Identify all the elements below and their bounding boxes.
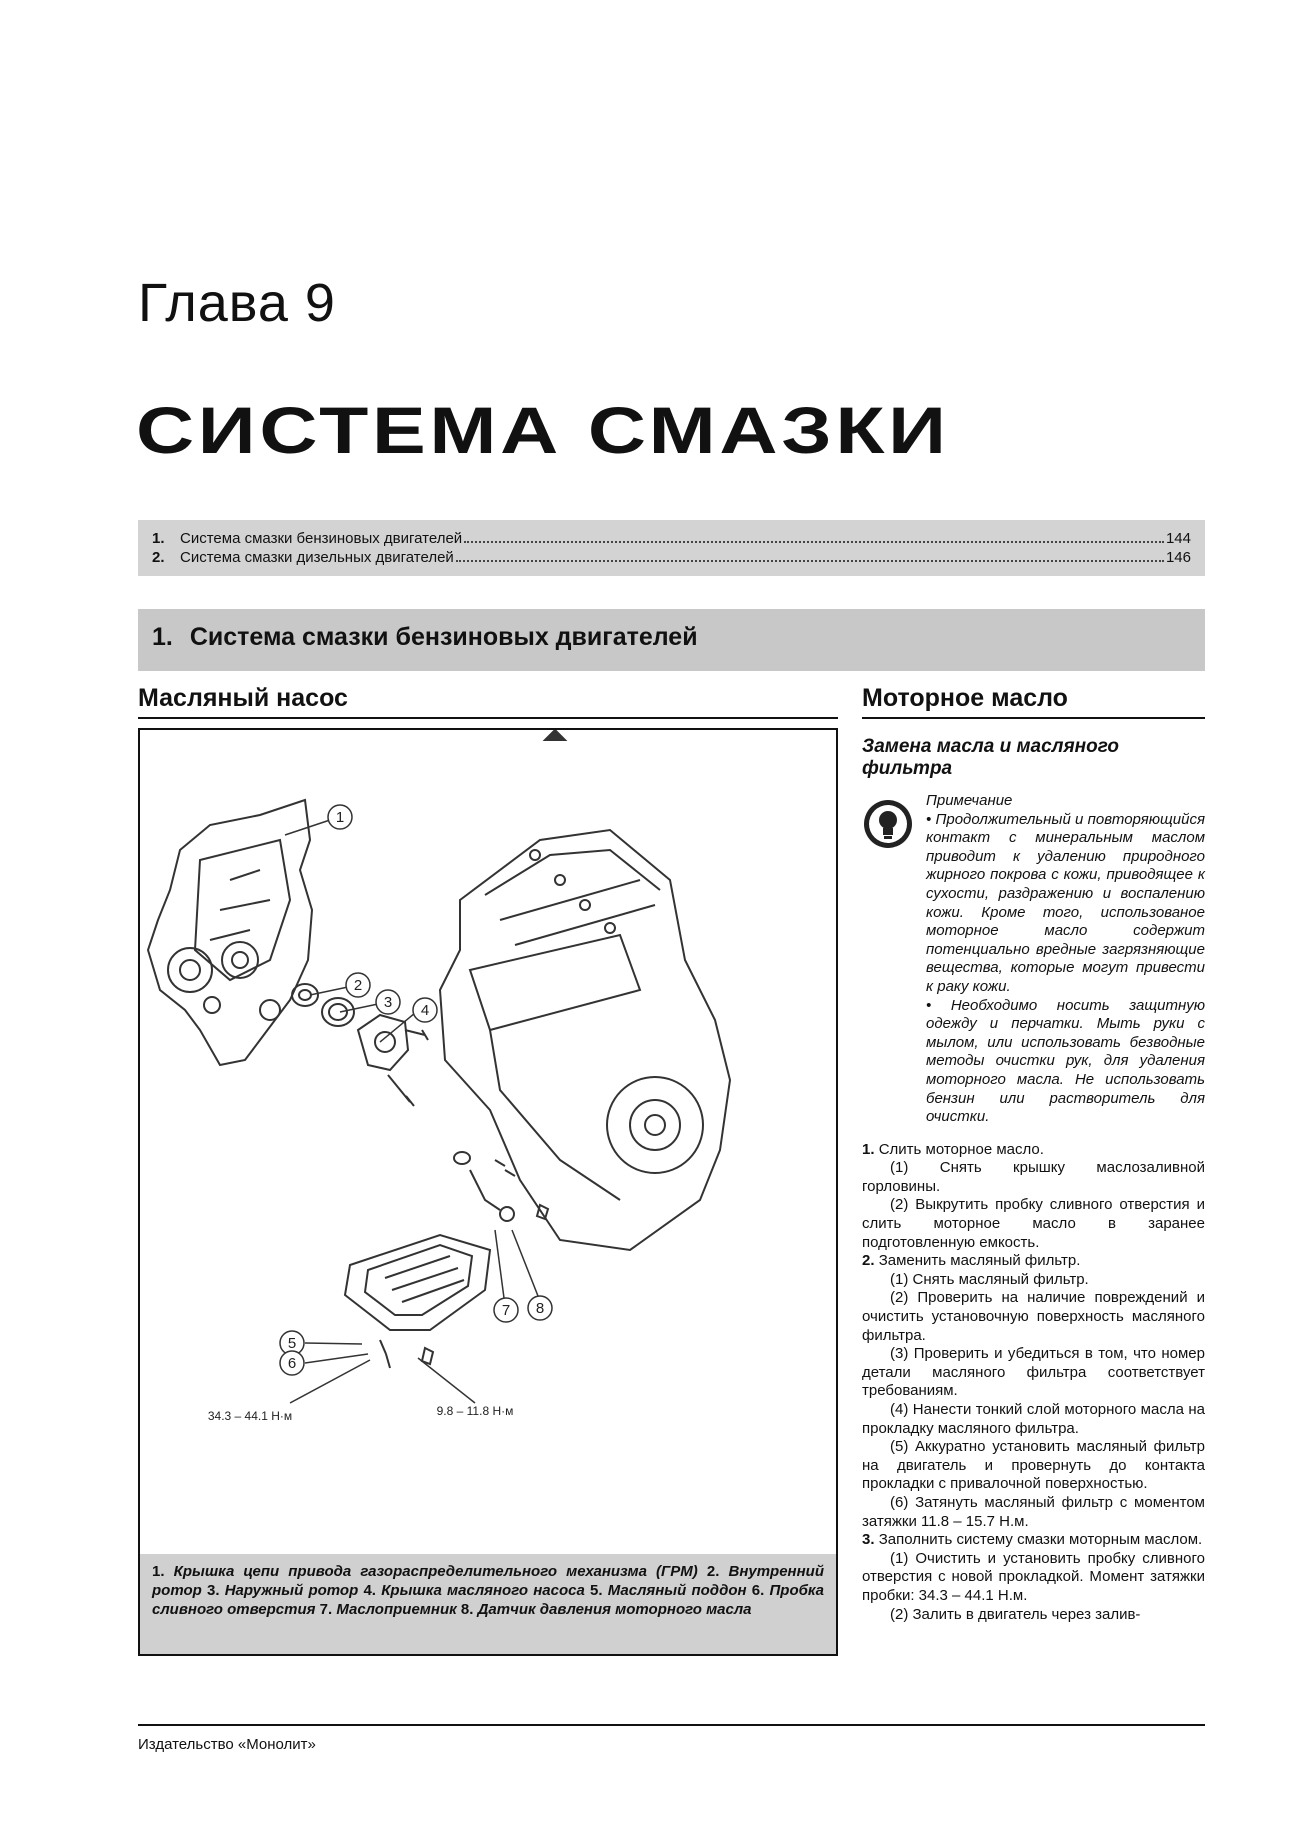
toc-num: 1. — [152, 530, 165, 547]
footer-divider — [138, 1724, 1205, 1726]
engine-oil-heading: Моторное масло — [862, 684, 1205, 719]
chapter-label: Глава 9 — [138, 273, 336, 333]
note-label: Примечание — [926, 792, 1013, 809]
step-3 — [862, 1531, 1205, 1550]
note-paragraph: • Продолжительный и повторяющийся контакт с минеральным маслом приводит к удалению природного жирного покрова с кожи, приводящее к сухости, раздражению и воспалению кожи. Кроме того, использованое моторное масло содержит потенциально вредные загрязняющие вещества, которые могут привести к раку кожи. — [926, 810, 1205, 995]
caption-item: Пробка сливного отверстия — [152, 1582, 825, 1618]
section-title: Система смазки бензиновых двигателей — [189, 623, 698, 651]
substep: (1) Снять крышку маслозаливной горловины. — [862, 1159, 1205, 1195]
step-text: Заполнить систему смазки моторным маслом. — [878, 1531, 1203, 1549]
section-heading — [138, 609, 1205, 671]
toc-leader — [456, 560, 1164, 562]
step-2 — [862, 1252, 1205, 1271]
substep: (2) Выкрутить пробку сливного отверстия и слить моторное масло в заранее подготовленную емкость. — [862, 1196, 1205, 1251]
figure-caption — [140, 1554, 836, 1654]
caption-num: 3. — [207, 1582, 220, 1599]
caption-num: 6. — [751, 1582, 765, 1599]
engine-block-drawing — [440, 730, 730, 1250]
torque-oil-pan: 9.8 – 11.8 Н·м — [436, 1404, 514, 1418]
callout-5: 5 — [287, 1335, 297, 1352]
substep: (5) Аккуратно установить масляный фильтр на двигатель и провернуть до контакта прокладки с привалочной поверхностью. — [862, 1438, 1205, 1493]
caption-item: Наружный ротор — [224, 1582, 359, 1599]
oil-pan-drawing — [345, 1152, 548, 1368]
toc-num: 2. — [152, 549, 165, 566]
substep: (1) Снять масляный фильтр. — [890, 1270, 1089, 1288]
toc-text: Система смазки бензиновых двигателей — [180, 530, 463, 547]
substep: (4) Нанести тонкий слой моторного масла на прокладку масляного фильтра. — [862, 1401, 1205, 1437]
caption-num: 8. — [460, 1601, 474, 1618]
step-number: 3. — [862, 1531, 875, 1549]
oil-pump-heading: Масляный насос — [138, 684, 838, 719]
toc-leader — [464, 541, 1164, 543]
caption-item: Крышка масляного насоса — [381, 1582, 585, 1599]
callout-circles — [280, 805, 552, 1375]
toc-entry-1[interactable] — [152, 530, 1191, 549]
callout-6: 6 — [287, 1355, 297, 1372]
timing-cover-drawing — [148, 800, 312, 1065]
caption-num: 2. — [706, 1563, 720, 1580]
caption-item: Крышка цепи привода газораспределительного механизма (ГРМ) — [173, 1563, 698, 1580]
caption-num: 4. — [363, 1582, 376, 1599]
pump-parts-drawing — [292, 984, 428, 1106]
chapter-title: СИСТЕМА СМАЗКИ — [136, 393, 950, 467]
substep: (2) Проверить на наличие повреждений и очистить установочную поверхность масляного фильтра. — [862, 1289, 1205, 1344]
toc-entry-2[interactable] — [152, 549, 1191, 568]
substep: (2) Залить в двигатель через залив- — [890, 1605, 1141, 1623]
caption-item: Датчик давления моторного масла — [477, 1601, 752, 1618]
step-number: 1. — [862, 1140, 875, 1158]
caption-num: 5. — [590, 1582, 603, 1599]
section-number: 1. — [152, 623, 173, 651]
note-paragraph: • Необходимо носить защитную одежду и перчатки. Мыть руки с мылом, или использовать безводные методы очистки рук, для удаления моторного масла. Не использовать бензин или растворитель для очистки. — [926, 996, 1205, 1126]
step-1 — [862, 1141, 1205, 1160]
engine-exploded-diagram — [140, 730, 836, 1618]
substep: (1) Очистить и установить пробку сливного отверстия с новой прокладкой. Момент затяжки пробки: 34.3 – 44.1 Н.м. — [862, 1549, 1205, 1604]
callout-8: 8 — [535, 1300, 545, 1317]
substep: (3) Проверить и убедиться в том, что номер детали масляного фильтра соответствует требованиям. — [862, 1345, 1205, 1400]
table-of-contents — [138, 520, 1205, 576]
lightbulb-icon — [862, 798, 914, 850]
callout-1: 1 — [335, 809, 345, 826]
callout-3: 3 — [383, 994, 393, 1011]
step-text: Слить моторное масло. — [878, 1140, 1044, 1158]
caption-item: Внутренний ротор — [152, 1563, 825, 1599]
oil-pump-figure — [138, 728, 838, 1656]
toc-text: Система смазки дизельных двигателей — [180, 549, 454, 566]
step-number: 2. — [862, 1252, 875, 1270]
callout-7: 7 — [501, 1302, 511, 1319]
note-block — [862, 792, 1205, 1127]
oil-change-subtitle: Замена масла и масляного фильтра — [862, 736, 1120, 779]
callout-2: 2 — [353, 977, 363, 994]
callout-4: 4 — [420, 1002, 430, 1019]
caption-num: 1. — [152, 1563, 165, 1580]
engine-oil-column — [862, 736, 1205, 1624]
torque-drain-plug: 34.3 – 44.1 Н·м — [207, 1409, 293, 1423]
step-text: Заменить масляный фильтр. — [878, 1252, 1081, 1270]
substep: (6) Затянуть масляный фильтр с моментом затяжки 11.8 – 15.7 Н.м. — [862, 1493, 1205, 1530]
publisher-footer: Издательство «Монолит» — [138, 1736, 316, 1753]
caption-num: 7. — [319, 1601, 333, 1618]
toc-page: 146 — [1165, 549, 1191, 566]
toc-page: 144 — [1165, 530, 1191, 547]
caption-item: Маслоприемник — [336, 1601, 457, 1618]
caption-item: Масляный поддон — [607, 1582, 747, 1599]
